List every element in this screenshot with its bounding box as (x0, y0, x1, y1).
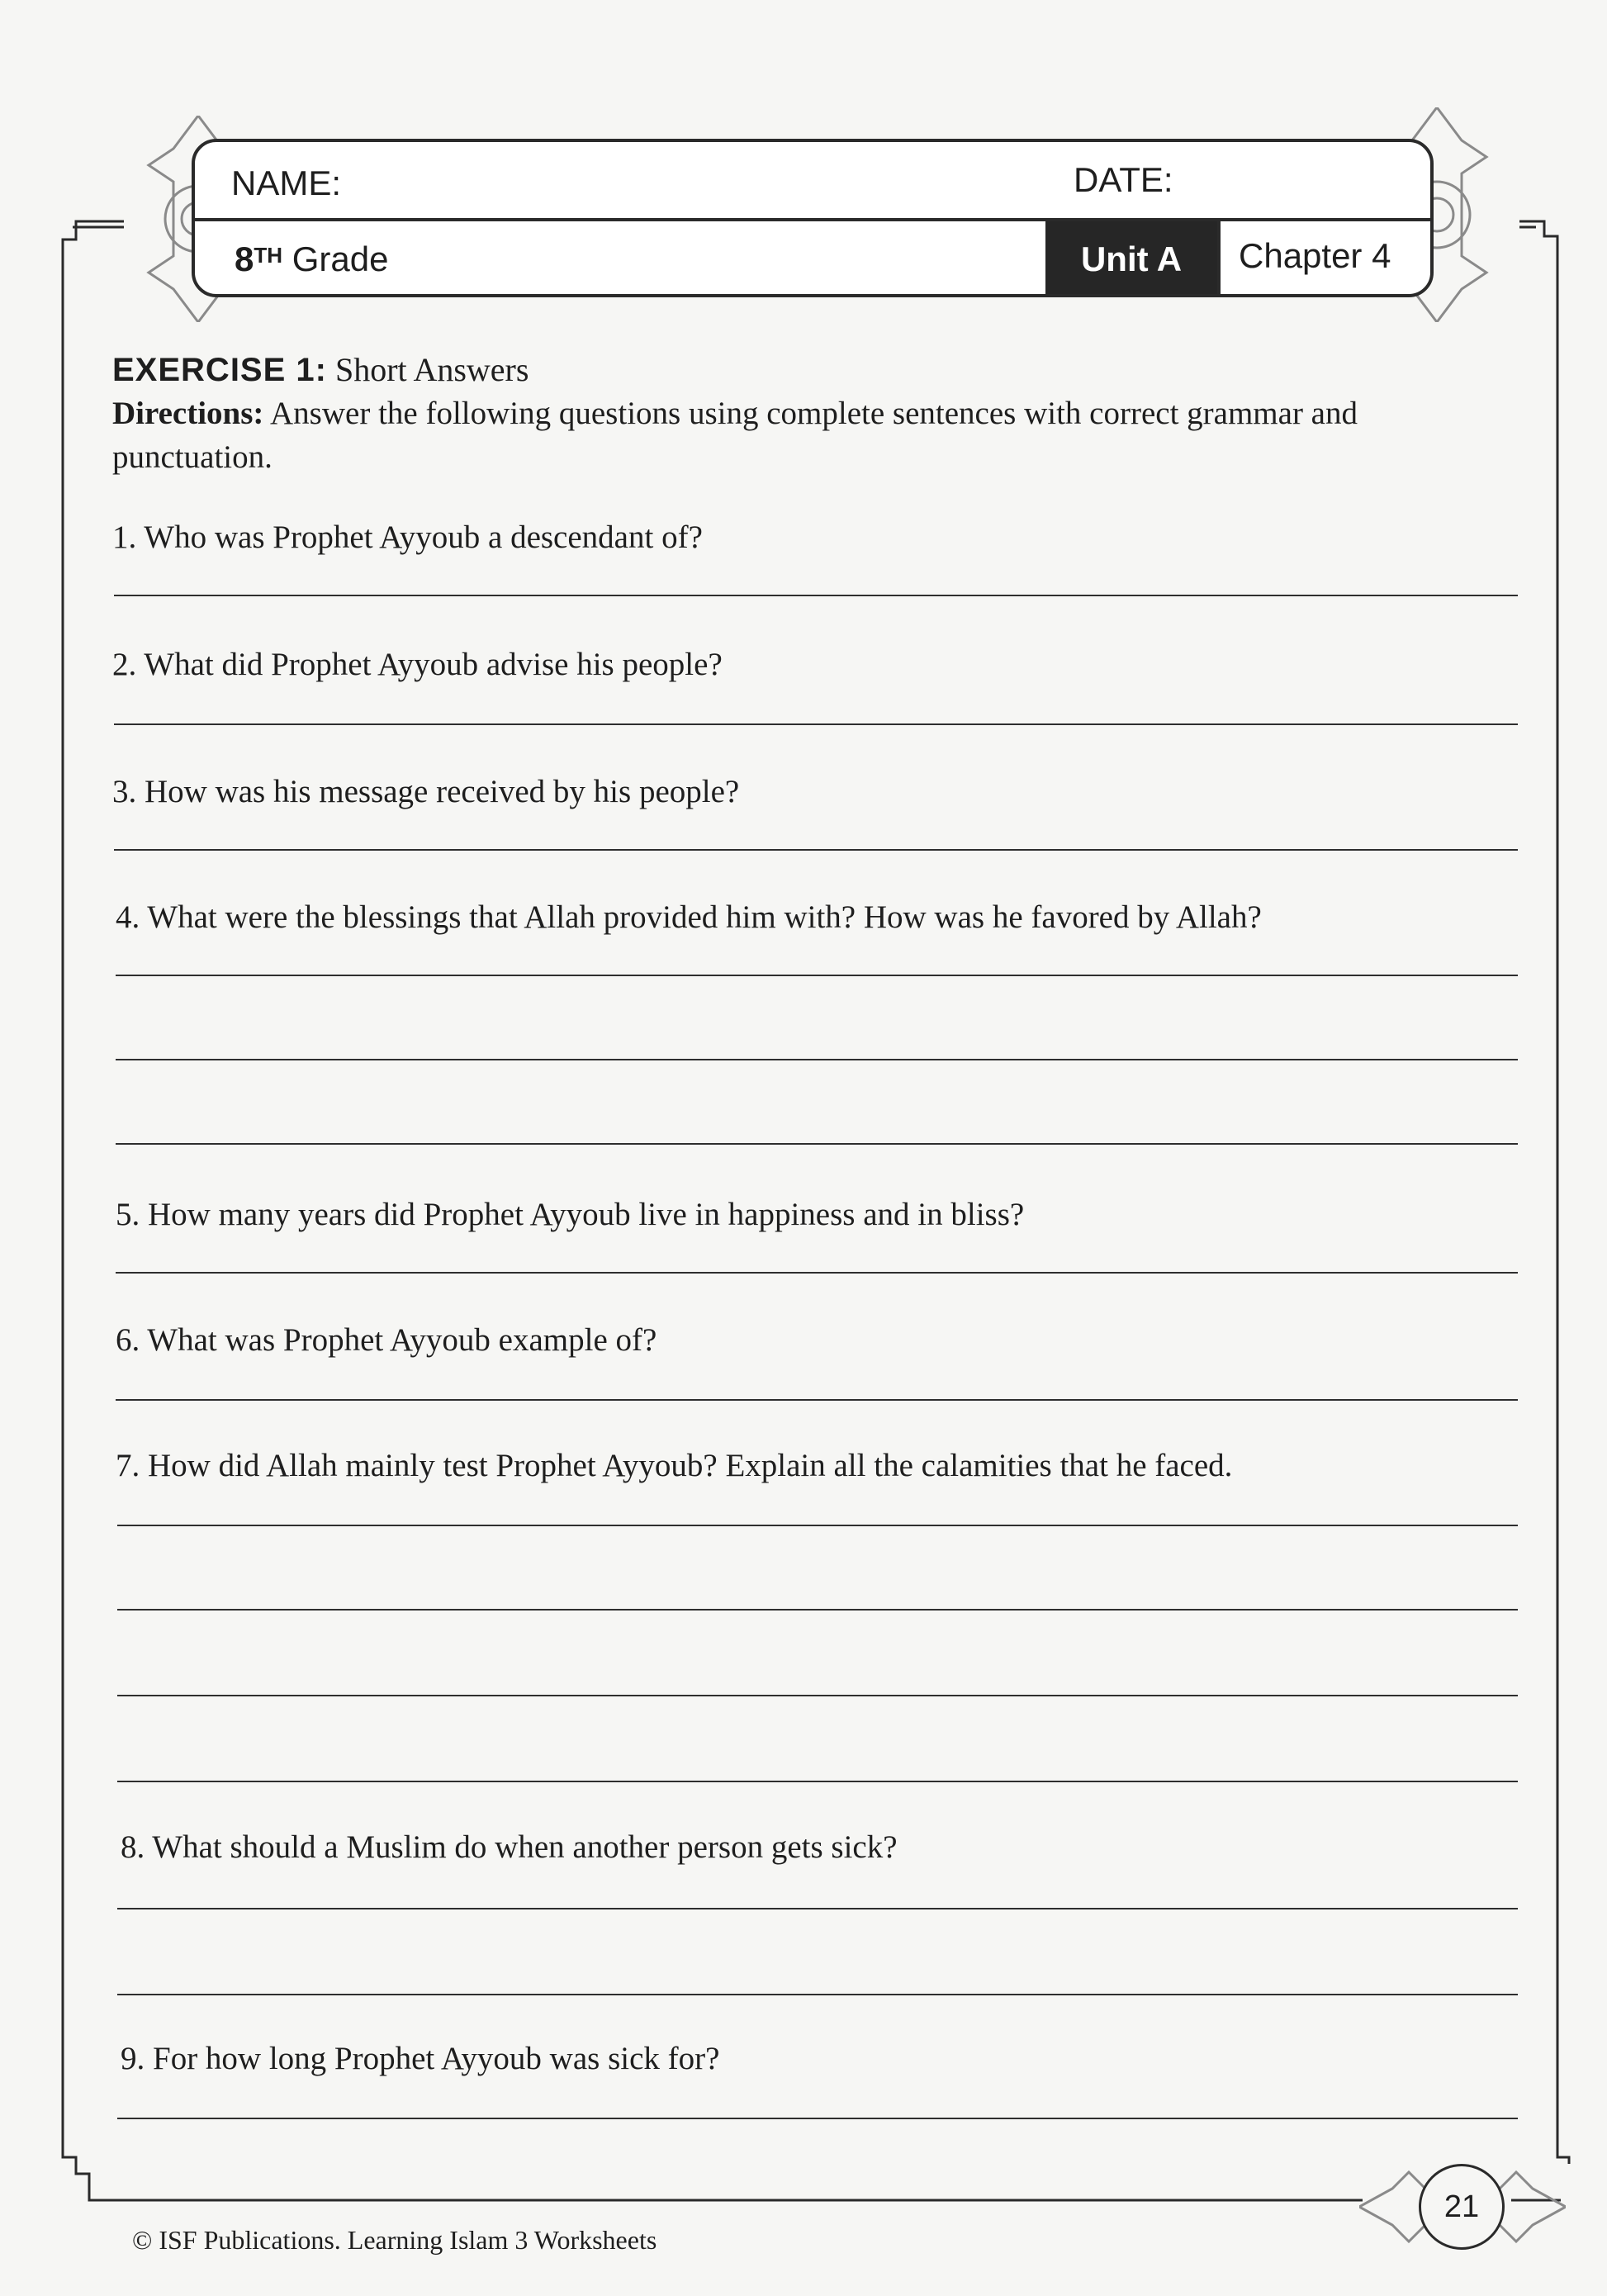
answer-line[interactable] (117, 2118, 1518, 2119)
chapter-label: Chapter 4 (1239, 236, 1391, 275)
question-1: 1. Who was Prophet Ayyoub a descendant of? (112, 519, 703, 555)
question-8: 8. What should a Muslim do when another person gets sick? (121, 1829, 898, 1865)
directions (112, 391, 1524, 479)
answer-line[interactable] (117, 1994, 1518, 1995)
question-7: 7. How did Allah mainly test Prophet Ayyoub? Explain all the calamities that he faced. (116, 1448, 1233, 1483)
answer-line[interactable] (116, 975, 1518, 976)
grade-number: 8 (235, 240, 254, 278)
page-number: 21 (1419, 2164, 1505, 2250)
date-label: DATE: (1074, 160, 1173, 199)
name-label: NAME: (231, 164, 342, 202)
answer-line[interactable] (116, 1059, 1518, 1060)
answer-line[interactable] (114, 849, 1518, 851)
question-5: 5. How many years did Prophet Ayyoub live in happiness and in bliss? (116, 1197, 1025, 1232)
answer-line[interactable] (114, 723, 1518, 725)
grade-label (235, 240, 388, 279)
unit-badge: Unit A (1045, 221, 1217, 297)
grade-suffix: TH (254, 243, 283, 268)
answer-line[interactable] (117, 1781, 1518, 1782)
answer-line[interactable] (116, 1272, 1518, 1274)
grade-word: Grade (292, 240, 389, 278)
exercise-number: EXERCISE 1: (112, 352, 327, 388)
answer-line[interactable] (117, 1609, 1518, 1611)
header-divider (1217, 221, 1221, 297)
header-top-row (195, 142, 1430, 221)
question-4: 4. What were the blessings that Allah provided him with? How was he favored by Allah? (116, 899, 1262, 935)
answer-line[interactable] (114, 595, 1518, 596)
answer-line[interactable] (116, 1143, 1518, 1145)
exercise-title (112, 350, 529, 389)
question-6: 6. What was Prophet Ayyoub example of? (116, 1322, 657, 1358)
header-bottom-row (195, 221, 1430, 297)
answer-line[interactable] (117, 1695, 1518, 1696)
answer-line[interactable] (116, 1399, 1518, 1401)
answer-line[interactable] (117, 1525, 1518, 1526)
question-9: 9. For how long Prophet Ayyoub was sick for? (121, 2041, 720, 2076)
directions-text: Answer the following questions using complete sentences with correct grammar and punctuation. (112, 396, 1358, 475)
directions-label: Directions: (112, 396, 264, 431)
question-3: 3. How was his message received by his people? (112, 774, 740, 809)
copyright-footer: © ISF Publications. Learning Islam 3 Worksheets (132, 2225, 657, 2255)
question-2: 2. What did Prophet Ayyoub advise his people? (112, 647, 723, 682)
answer-line[interactable] (117, 1908, 1518, 1909)
header-box (192, 139, 1434, 297)
exercise-subtitle: Short Answers (334, 351, 529, 388)
